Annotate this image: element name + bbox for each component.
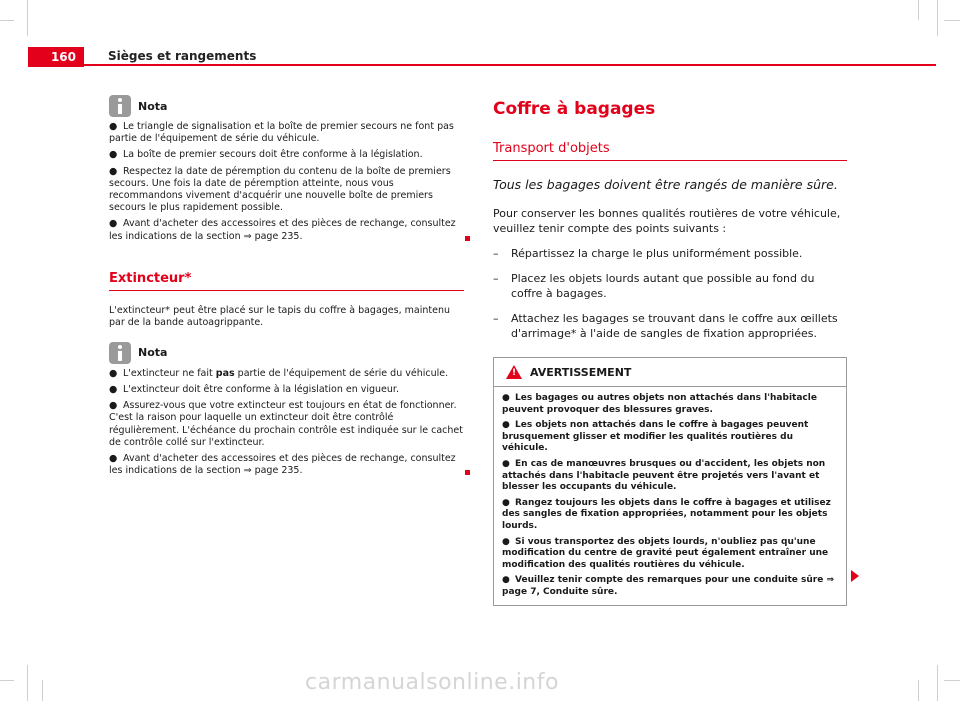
subtitle: Tous les bagages doivent être rangés de manière sûre.	[493, 177, 838, 192]
running-title: Sièges et rangements	[108, 49, 257, 63]
warning-header	[494, 358, 846, 387]
crop-mark	[944, 20, 960, 21]
crop-mark	[27, 665, 28, 701]
warning-icon: !	[506, 365, 522, 379]
info-icon	[109, 95, 131, 117]
list-item: ● L'extincteur ne fait pas partie de l'équipement de série du véhicule.	[109, 367, 449, 379]
crop-mark	[0, 20, 14, 21]
paragraph: L'extincteur* peut être placé sur le tapis du coffre à bagages, maintenu par de la bande autoagrippante.	[109, 304, 450, 329]
section-end-mark	[465, 470, 470, 475]
crop-mark	[944, 680, 960, 681]
list-item: ● Avant d'acheter des accessoires et des pièces de rechange, consultez les indications de la section ⇒ page 235.	[109, 218, 464, 242]
crop-mark	[918, 0, 919, 20]
section-end-mark	[465, 236, 470, 241]
list-item: ● En cas de manœuvres brusques ou d'accident, les objets non attachés dans l'habitacle peuvent être projetés vers l'avant et blesser les occupants du véhicule.	[502, 458, 826, 493]
warning-title: AVERTISSEMENT	[530, 365, 632, 379]
left-column	[109, 95, 464, 481]
list-item: ● Assurez-vous que votre extincteur est toujours en état de fonctionner. C'est la raison pour laquelle un extincteur doit être contrôlé régulièrement. L'échéance du prochain contrôle est indiquée sur le cachet de contrôle collé sur l'extincteur.	[109, 400, 463, 448]
header-rule	[84, 64, 936, 66]
list-item: ● Si vous transportez des objets lourds, n'oubliez pas qu'une modification du centre de gravité peut également entraîner une modification des qualités routières du véhicule.	[502, 536, 829, 570]
section-heading: Transport d'objets	[493, 141, 847, 161]
note-header	[109, 95, 464, 117]
list-item: ● Les bagages ou autres objets non attachés dans l'habitacle peuvent provoquer des blessures graves.	[502, 393, 817, 415]
crop-mark	[918, 680, 919, 701]
list-item: ● Veuillez tenir compte des remarques pour une conduite sûre ⇒ page 7, Conduite sûre.	[502, 575, 835, 597]
continue-arrow-icon	[851, 570, 859, 582]
list-item: ● La boîte de premier secours doit être conforme à la législation.	[109, 149, 423, 161]
note-title: Nota	[138, 346, 168, 360]
list-item: ● Respectez la date de péremption du contenu de la boîte de premiers secours. Une fois la date de péremption atteinte, nous vous recommandons vivement d'acquérir une nouvelle boîte de premiers secours le plus rapidement possible.	[109, 165, 451, 214]
crop-mark	[42, 680, 43, 701]
info-icon	[109, 342, 131, 364]
list-item: ● Le triangle de signalisation et la boîte de premier secours ne font pas partie de l'équipement de série du véhicule.	[109, 121, 454, 145]
crop-mark	[937, 665, 938, 701]
crop-mark	[0, 680, 14, 681]
page-number: 160	[28, 47, 84, 67]
section-heading: Extincteur*	[109, 271, 464, 291]
page-title: Coffre à bagages	[493, 99, 656, 119]
warning-box	[493, 357, 847, 606]
list-item: – Placez les objets lourds autant que possible au fond du coffre à bagages.	[493, 272, 815, 300]
list-item: – Répartissez la charge le plus uniformément possible.	[493, 247, 803, 260]
paragraph: Pour conserver les bonnes qualités routières de votre véhicule, veuillez tenir compte des points suivants :	[493, 207, 841, 235]
crop-mark	[937, 0, 938, 36]
list-item: ● Rangez toujours les objets dans le coffre à bagages et utilisez des sangles de fixation appropriées, notamment pour les objets lourds.	[502, 497, 831, 531]
crop-mark	[27, 0, 28, 36]
note-title: Nota	[138, 99, 168, 113]
right-column	[493, 95, 847, 606]
page-header	[28, 47, 938, 65]
list-item: ● Les objets non attachés dans le coffre à bagages peuvent brusquement glisser et modifier les qualités routières du véhicule.	[502, 420, 809, 454]
list-item: ● Avant d'acheter des accessoires et des pièces de rechange, consultez les indications de la section ⇒ page 235.	[109, 453, 464, 477]
watermark: carmanualsonline.info	[305, 670, 559, 695]
list-item: – Attachez les bagages se trouvant dans le coffre aux œillets d'arrimage* à l'aide de sangles de fixation appropriées.	[493, 312, 838, 340]
warning-body	[494, 387, 846, 605]
note-header	[109, 342, 464, 364]
list-item: ● L'extincteur doit être conforme à la législation en vigueur.	[109, 384, 399, 396]
